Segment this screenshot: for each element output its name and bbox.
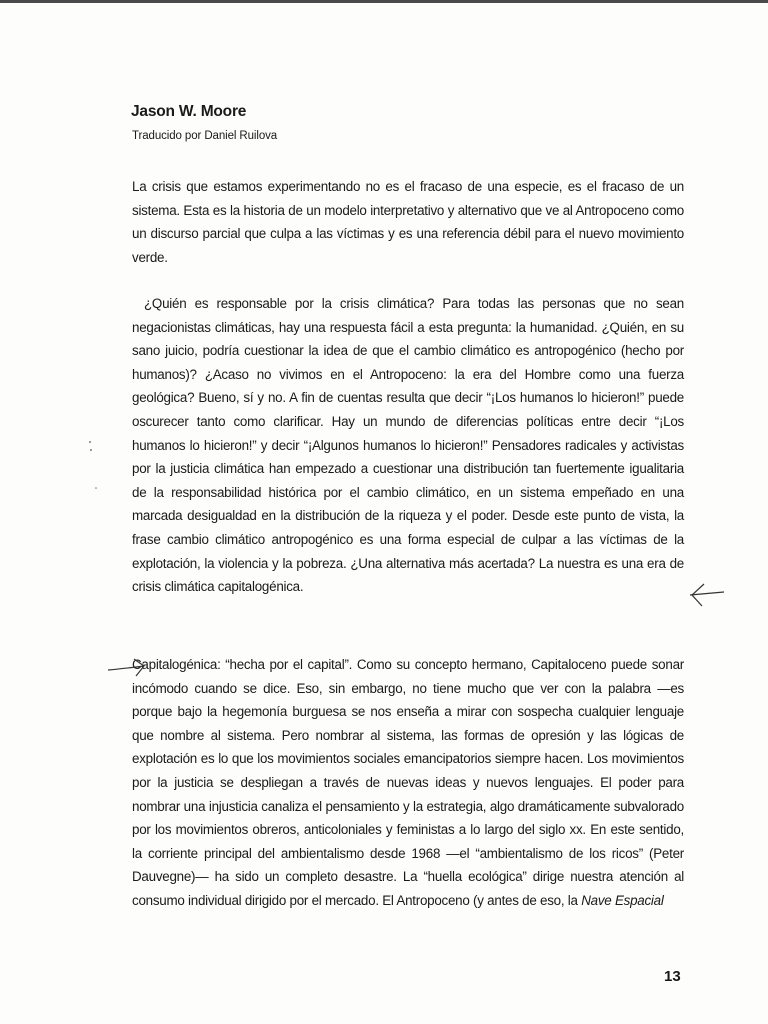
page-top-edge xyxy=(0,0,768,3)
scan-specks-icon xyxy=(84,438,104,498)
paragraph-question: ¿Quién es responsable por la crisis climática? Para todas las personas que no sean negacionistas climáticas, hay una respuesta fácil a esta pregunta: la humanidad. ¿Quién, en su sano juicio, podría cuestionar la idea de que el cambio climático es antropogénico (hecho por humanos)? ¿Acaso no vivimos en el Antropoceno: la era del Hombre como una fuerza geológica? Bueno, sí y no. A fin de cuentas resulta que decir “¡Los humanos lo hicieron!” puede oscurecer tanto como clarificar. Hay un mundo de diferencias políticas entre decir “¡Los humanos lo hicieron!” y decir “¡Algunos humanos lo hicieron!” Pensadores radicales y activistas por la justicia climática han empezado a cuestionar una distribución tan fuertemente igualitaria de la responsabilidad histórica por el cambio climático, en un sistema empeñado en una marcada desigualdad en la distribución de la riqueza y el poder. Desde este punto de vista, la frase cambio climático antropogénico es una forma especial de culpar a las víctimas de la explotación, la violencia y la pobreza. ¿Una alternativa más acertada? La nuestra es una era de crisis climática capitalogénica. xyxy=(132,296,684,595)
paragraph-capitalogenica-text: Capitalogénica: “hecha por el capital”. Como su concepto hermano, Capitaloceno puede sonar incómodo cuando se dice. Eso, sin embargo, no tiene mucho que ver con la palabra —es porque bajo la hegemonía burguesa se nos enseña a mirar con sospecha cualquier lenguaje que nombre al sistema. Pero nombrar al sistema, las formas de opresión y las lógicas de explotación es lo que los movimientos sociales emancipatorios siempre hacen. Los movimientos por la justicia se despliegan a través de nuevas ideas y nuevos lenguajes. El poder para nombrar una injusticia canaliza el pensamiento y la estrategia, algo dramáticamente subvalorado por los movimientos obreros, anticoloniales y feministas a lo largo del siglo xx. En este sentido, la corriente principal del ambientalismo desde 1968 —el “ambientalismo de los ricos” (Peter Dauvegne)— ha sido un completo desastre. La “huella ecológica” dirige nuestra atención al consumo individual dirigido por el mercado. El Antropoceno (y antes de eso, la xyxy=(132,657,684,908)
page-number: 13 xyxy=(664,968,681,985)
italic-book-title: Nave Espacial xyxy=(581,892,664,908)
author-name: Jason W. Moore xyxy=(131,103,247,120)
handwritten-arrow-right-icon xyxy=(688,580,728,610)
translator-credit: Traducido por Daniel Ruilova xyxy=(132,130,278,142)
paragraph-intro: La crisis que estamos experimentando no es el fracaso de una especie, es el fracaso de un sistema. Esta es la historia de un modelo interpretativo y alternativo que ve al Antropoceno como un discurso parcial que culpa a las víctimas y es una referencia débil para el nuevo movimiento verde. xyxy=(132,179,684,265)
paragraph-capitalogenica xyxy=(132,653,684,913)
